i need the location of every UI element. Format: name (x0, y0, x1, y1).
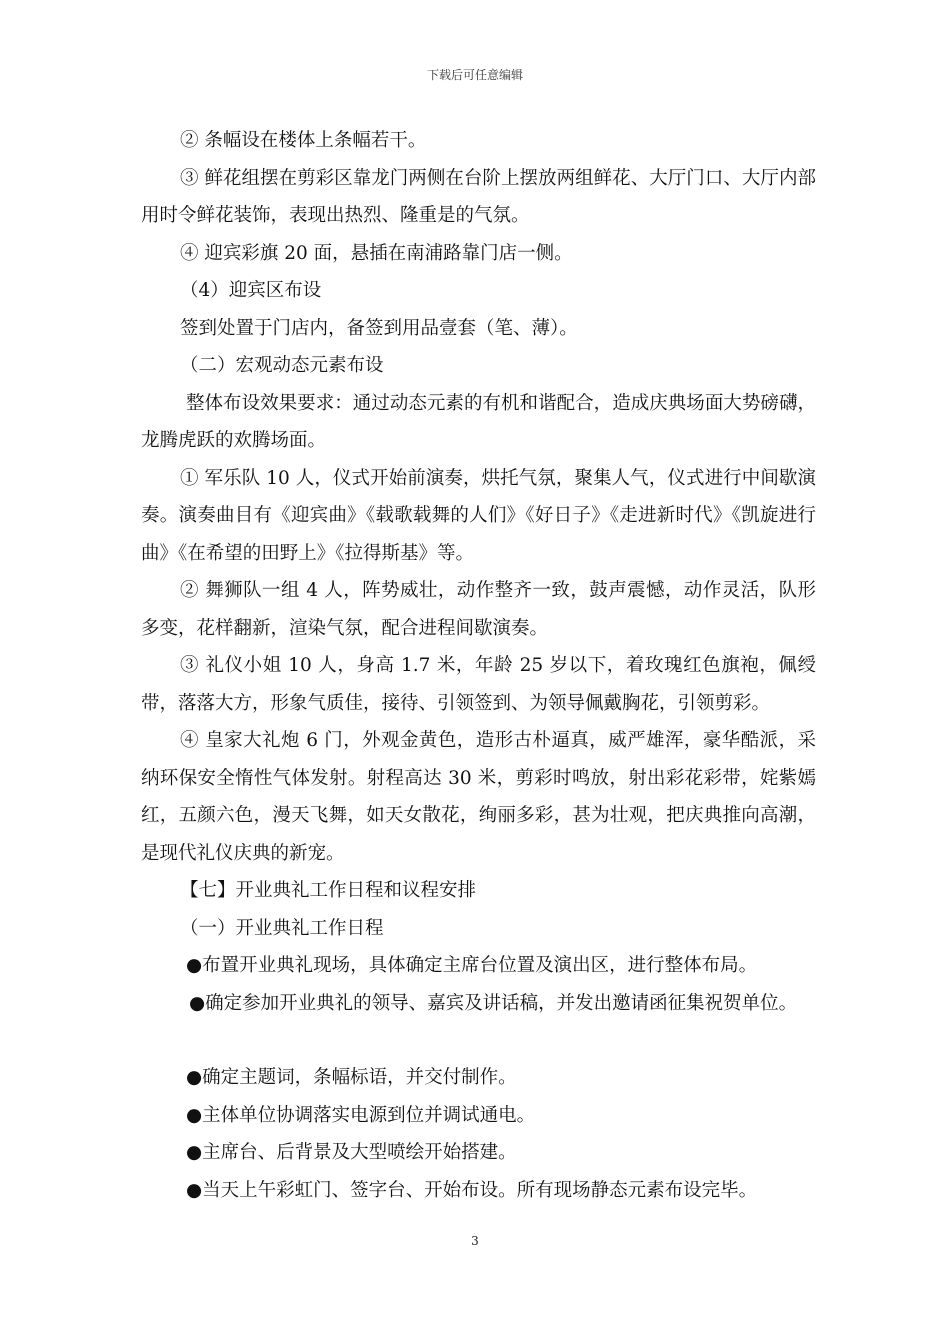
blank-line (141, 1022, 816, 1059)
bullet-item-venue: ●布置开业典礼现场，具体确定主席台位置及演出区，进行整体布局。 (186, 955, 758, 976)
section-heading-welcome-area: （4）迎宾区布设 (180, 280, 322, 301)
section-heading-seven: 【七】开业典礼工作日程和议程安排 (180, 880, 477, 901)
paragraph-salute-cannons: ④ 皇家大礼炮 6 门，外观金黄色，造形古朴逼真，威严雄浑，豪华酷派，采纳环保安全惰性气体发射。射程高达 30 米，剪彩时鸣放，射出彩花彩带，姹紫嫣红，五颜六色，漫天飞舞，如天女散花，绚丽多彩，甚为壮观，把庆典推向高潮，是现代礼仪庆典的新宠。 (141, 730, 816, 864)
page-number: 3 (471, 1234, 479, 1248)
bullet-item-slogans: ●确定主题词，条幅标语，并交付制作。 (186, 1067, 517, 1088)
bullet-item-guests: ●确定参加开业典礼的领导、嘉宾及讲话稿，并发出邀请函征集祝贺单位。 (189, 992, 798, 1014)
paragraph-flags: ④ 迎宾彩旗 20 面，悬插在南浦路靠门店一侧。 (180, 242, 573, 264)
paragraph-signin: 签到处置于门店内，备签到用品壹套（笔、薄）。 (180, 317, 578, 339)
page-header: 下载后可任意编辑 (426, 68, 523, 82)
paragraph-military-band: ① 军乐队 10 人，仪式开始前演奏，烘托气氛，聚集人气，仪式进行中间歇演奏。演奏曲目有《迎宾曲》《载歌载舞的人们》《好日子》《走进新时代》《凯旋进行曲》《在希望的田野上》《拉得斯基》等。 (141, 467, 816, 564)
paragraph-etiquette-ladies: ③ 礼仪小姐 10 人，身高 1.7 米，年龄 25 岁以下，着玫瑰红色旗袍，佩绶带，落落大方，形象气质佳，接待、引领签到、为领导佩戴胸花，引领剪彩。 (141, 655, 816, 714)
bullet-item-stage: ●主席台、后背景及大型喷绘开始搭建。 (186, 1142, 517, 1163)
bullet-item-power: ●主体单位协调落实电源到位并调试通电。 (186, 1104, 536, 1126)
section-heading-dynamic-elements: （二）宏观动态元素布设 (180, 355, 384, 376)
document-body (141, 122, 816, 1209)
paragraph-overall-requirement: 整体布设效果要求：通过动态元素的有机和谐配合，造成庆典场面大势磅礴，龙腾虎跃的欢腾场面。 (141, 392, 816, 451)
bullet-item-morning-setup: ●当天上午彩虹门、签字台、开始布设。所有现场静态元素布设完毕。 (186, 1179, 758, 1201)
paragraph-banner: ② 条幅设在楼体上条幅若干。 (180, 130, 427, 151)
paragraph-flowers: ③ 鲜花组摆在剪彩区靠龙门两侧在台阶上摆放两组鲜花、大厅门口、大厅内部用时令鲜花装饰，表现出热烈、隆重是的气氛。 (141, 167, 816, 226)
paragraph-lion-dance: ② 舞狮队一组 4 人，阵势威壮，动作整齐一致，鼓声震憾，动作灵活，队形多变，花样翻新，渲染气氛，配合进程间歇演奏。 (141, 580, 816, 639)
section-heading-schedule: （一）开业典礼工作日程 (180, 917, 384, 939)
